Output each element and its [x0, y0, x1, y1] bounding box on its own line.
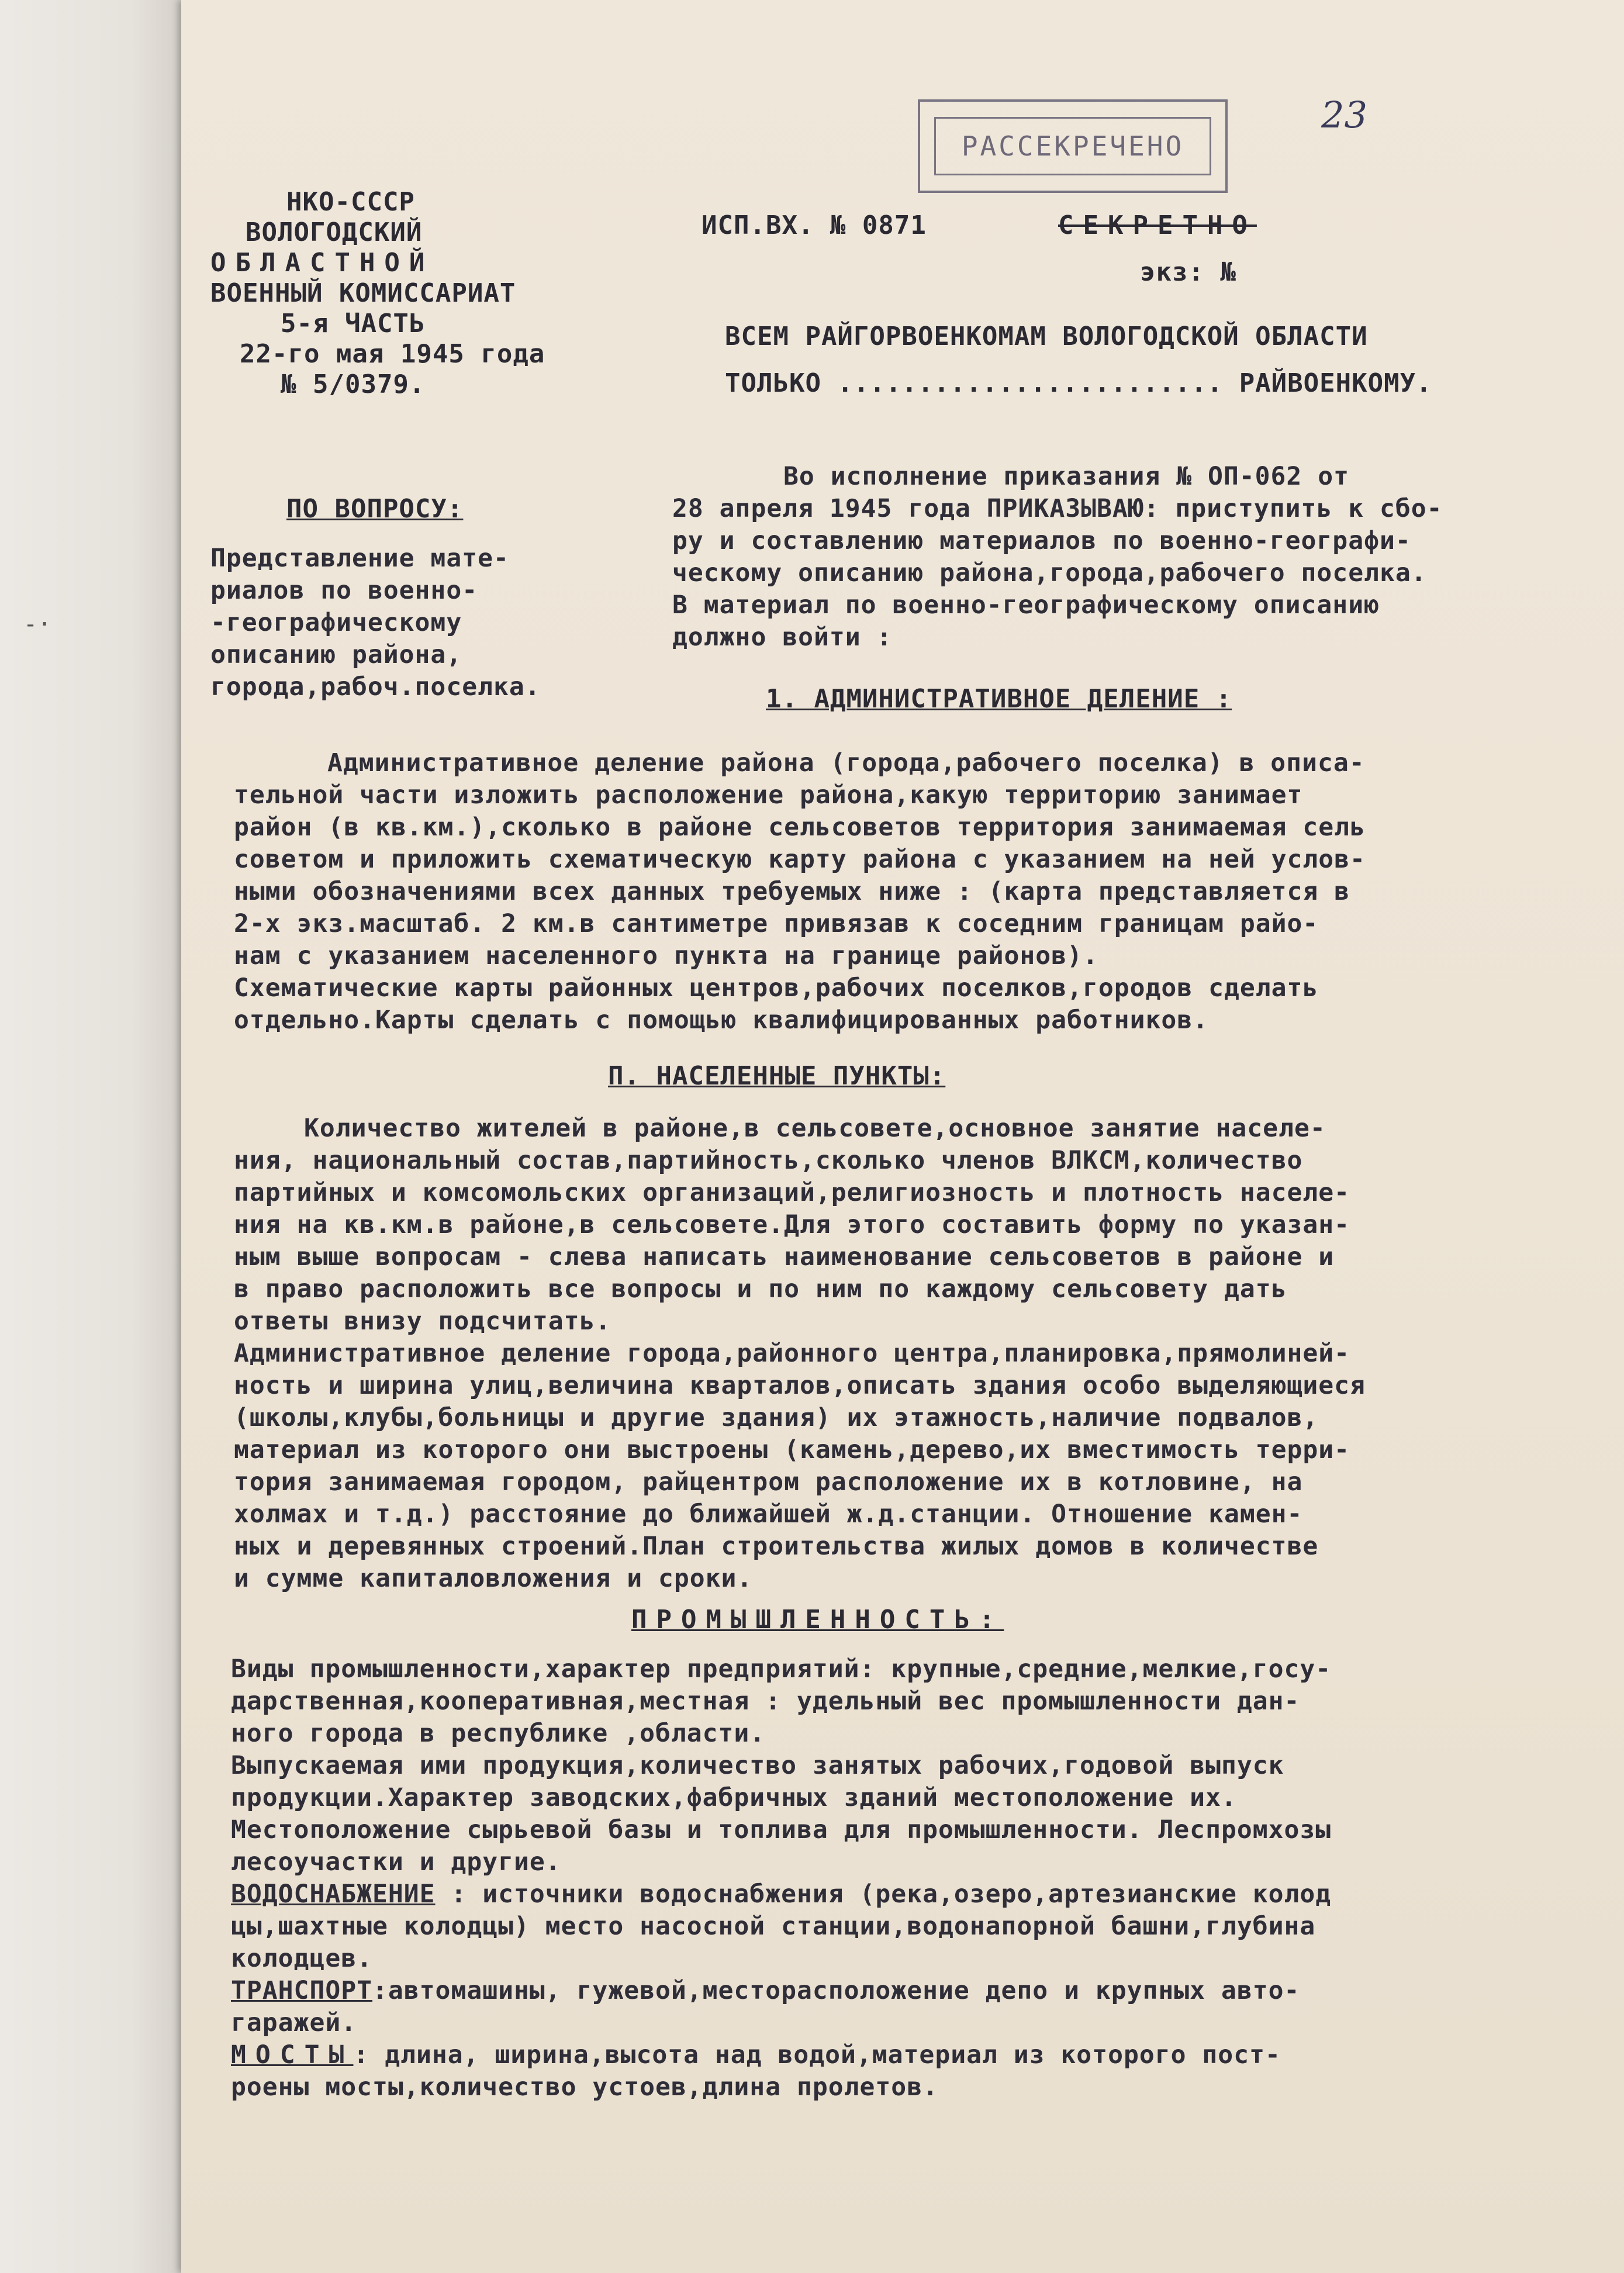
- section2-line: ных и деревянных строений.План строительства жилых домов в количестве: [234, 1532, 1319, 1561]
- section-title-administrative: 1. АДМИНИСТРАТИВНОЕ ДЕЛЕНИЕ :: [766, 684, 1232, 714]
- section3-line: Виды промышленности,характер предприятий: крупные,средние,мелкие,госу-: [231, 1654, 1332, 1684]
- section1-line: отдельно.Карты сделать с помощью квалифицированных работников.: [234, 1006, 1209, 1035]
- stamp-text: РАССЕКРЕЧЕНО: [934, 117, 1211, 175]
- page-number: 23: [1321, 94, 1367, 136]
- header-ref-number: № 5/0379.: [281, 369, 426, 399]
- subject-line: -географическому: [210, 608, 462, 637]
- bridges-line: роены мосты,количество устоев,длина пролетов.: [231, 2072, 938, 2102]
- section1-line: нам с указанием населенного пункта на границе районов).: [234, 941, 1098, 970]
- intro-line: ру и составлению материалов по военно-географи-: [672, 526, 1411, 555]
- section2-line: и сумме капиталовложения и сроки.: [234, 1564, 753, 1593]
- water-supply-text: : источники водоснабжения (река,озеро,артезианские колод: [435, 1880, 1332, 1909]
- water-supply-line: колодцев.: [231, 1944, 372, 1973]
- subject-line: риалов по военно-: [210, 576, 478, 605]
- subject-line: описанию района,: [210, 640, 462, 669]
- section1-line: тельной части изложить расположение района,какую территорию занимает: [234, 780, 1303, 810]
- section2-line: в право расположить все вопросы и по ним по каждому сельсовету дать: [234, 1274, 1287, 1304]
- section1-line: советом и приложить схематическую карту района с указанием на ней услов-: [234, 845, 1366, 874]
- addressee-line1: ВСЕМ РАЙГОРВОЕНКОМАМ ВОЛОГОДСКОЙ ОБЛАСТИ: [725, 322, 1368, 351]
- section2-line: партийных и комсомольских организаций,религиозность и плотность населе-: [234, 1178, 1350, 1207]
- section2-line: ния, национальный состав,партийность,сколько членов ВЛКСМ,количество: [234, 1146, 1303, 1175]
- water-supply-line: цы,шахтные колодцы) место насосной станции,водонапорной башни,глубина: [231, 1912, 1316, 1941]
- header-date: 22-го мая 1945 года: [240, 339, 545, 369]
- section1-line: район (в кв.км.),сколько в районе сельсоветов территория занимаемая сель: [234, 813, 1366, 842]
- section3-line: Выпускаемая ими продукция,количество занятых рабочих,годовой выпуск: [231, 1751, 1284, 1780]
- addressee-line2: ТОЛЬКО ........................ РАЙВОЕНКОМУ.: [725, 368, 1432, 398]
- header-org-line2: ВОЛОГОДСКИЙ: [246, 217, 423, 247]
- section3-line: продукции.Характер заводских,фабричных зданий местоположение их.: [231, 1783, 1237, 1812]
- subject-line: Представление мате-: [210, 544, 509, 573]
- intro-line: должно войти :: [672, 623, 893, 652]
- copy-number: экз: №: [1140, 257, 1236, 287]
- section2-line: ния на кв.км.в районе,в сельсовете.Для этого составить форму по указан-: [234, 1210, 1350, 1239]
- section3-line: лесоучастки и другие.: [231, 1847, 561, 1877]
- subject-line: города,рабоч.поселка.: [210, 672, 541, 702]
- section2-line: холмах и т.д.) расстояние до ближайшей ж.д.станции. Отношение камен-: [234, 1500, 1303, 1529]
- section2-line: тория занимаемая городом, райцентром расположение их в котловине, на: [234, 1467, 1303, 1497]
- header-org-line5: 5-я ЧАСТЬ: [281, 309, 426, 338]
- section2-line: ответы внизу подсчитать.: [234, 1307, 611, 1336]
- intro-line: Во исполнение приказания № ОП-062 от: [783, 462, 1349, 491]
- section2-line: ность и ширина улиц,величина кварталов,описать здания особо выделяющиеся: [234, 1371, 1366, 1400]
- binder-edge: [0, 0, 187, 2273]
- section-title-industry: ПРОМЫШЛЕННОСТЬ:: [631, 1605, 1004, 1635]
- intro-line: В материал по военно-географическому описанию: [672, 590, 1380, 620]
- section3-line: ного города в республике ,области.: [231, 1719, 766, 1748]
- bridges-row: [231, 2040, 1281, 2070]
- section2-line: материал из которого они выстроены (камень,дерево,их вместимость терри-: [234, 1435, 1350, 1464]
- margin-mark: -·: [23, 611, 52, 638]
- header-org-line1: НКО-СССР: [286, 187, 415, 217]
- transport-row: [231, 1976, 1300, 2005]
- subject-title: ПО ВОПРОСУ:: [286, 494, 464, 524]
- section2-line: Административное деление города,районного центра,планировка,прямолиней-: [234, 1339, 1350, 1368]
- declassified-stamp: [918, 99, 1228, 193]
- water-supply-title: ВОДОСНАБЖЕНИЕ: [231, 1880, 436, 1909]
- water-supply-row: [231, 1880, 1331, 1909]
- section3-line: Местоположение сырьевой базы и топлива для промышленности. Леспромхозы: [231, 1815, 1332, 1844]
- intro-line: ческому описанию района,города,рабочего поселка.: [672, 558, 1427, 588]
- header-org-line3: ОБЛАСТНОЙ: [210, 248, 434, 278]
- section2-line: ным выше вопросам - слева написать наименование сельсоветов в районе и: [234, 1242, 1335, 1272]
- header-org-line4: ВОЕННЫЙ КОМИССАРИАТ: [210, 278, 516, 308]
- section-title-settlements: П. НАСЕЛЕННЫЕ ПУНКТЫ:: [608, 1061, 946, 1091]
- outgoing-number: ИСП.ВХ. № 0871: [702, 210, 927, 240]
- bridges-text: : длина, ширина,высота над водой,материал из которого пост-: [353, 2040, 1281, 2070]
- secret-mark: СЕКРЕТНО: [1058, 210, 1257, 240]
- transport-title: ТРАНСПОРТ: [231, 1976, 372, 2005]
- section2-line: (школы,клубы,больницы и другие здания) их этажность,наличие подвалов,: [234, 1403, 1319, 1432]
- transport-line: гаражей.: [231, 2008, 357, 2037]
- intro-line: 28 апреля 1945 года ПРИКАЗЫВАЮ: приступить к сбо-: [672, 494, 1443, 523]
- section1-line: ными обозначениями всех данных требуемых ниже : (карта представляется в: [234, 877, 1350, 906]
- section3-line: дарственная,кооперативная,местная : удельный вес промышленности дан-: [231, 1687, 1300, 1716]
- section1-line: Административное деление района (города,рабочего поселка) в описа-: [327, 748, 1365, 778]
- section2-line: Количество жителей в районе,в сельсовете,основное занятие населе-: [304, 1114, 1326, 1143]
- bridges-title: МОСТЫ: [231, 2040, 354, 2070]
- section1-line: 2-х экз.масштаб. 2 км.в сантиметре привязав к соседним границам райо-: [234, 909, 1319, 938]
- transport-text: :автомашины, гужевой,месторасположение депо и крупных авто-: [372, 1976, 1300, 2005]
- section1-line: Схематические карты районных центров,рабочих поселков,городов сделать: [234, 973, 1319, 1003]
